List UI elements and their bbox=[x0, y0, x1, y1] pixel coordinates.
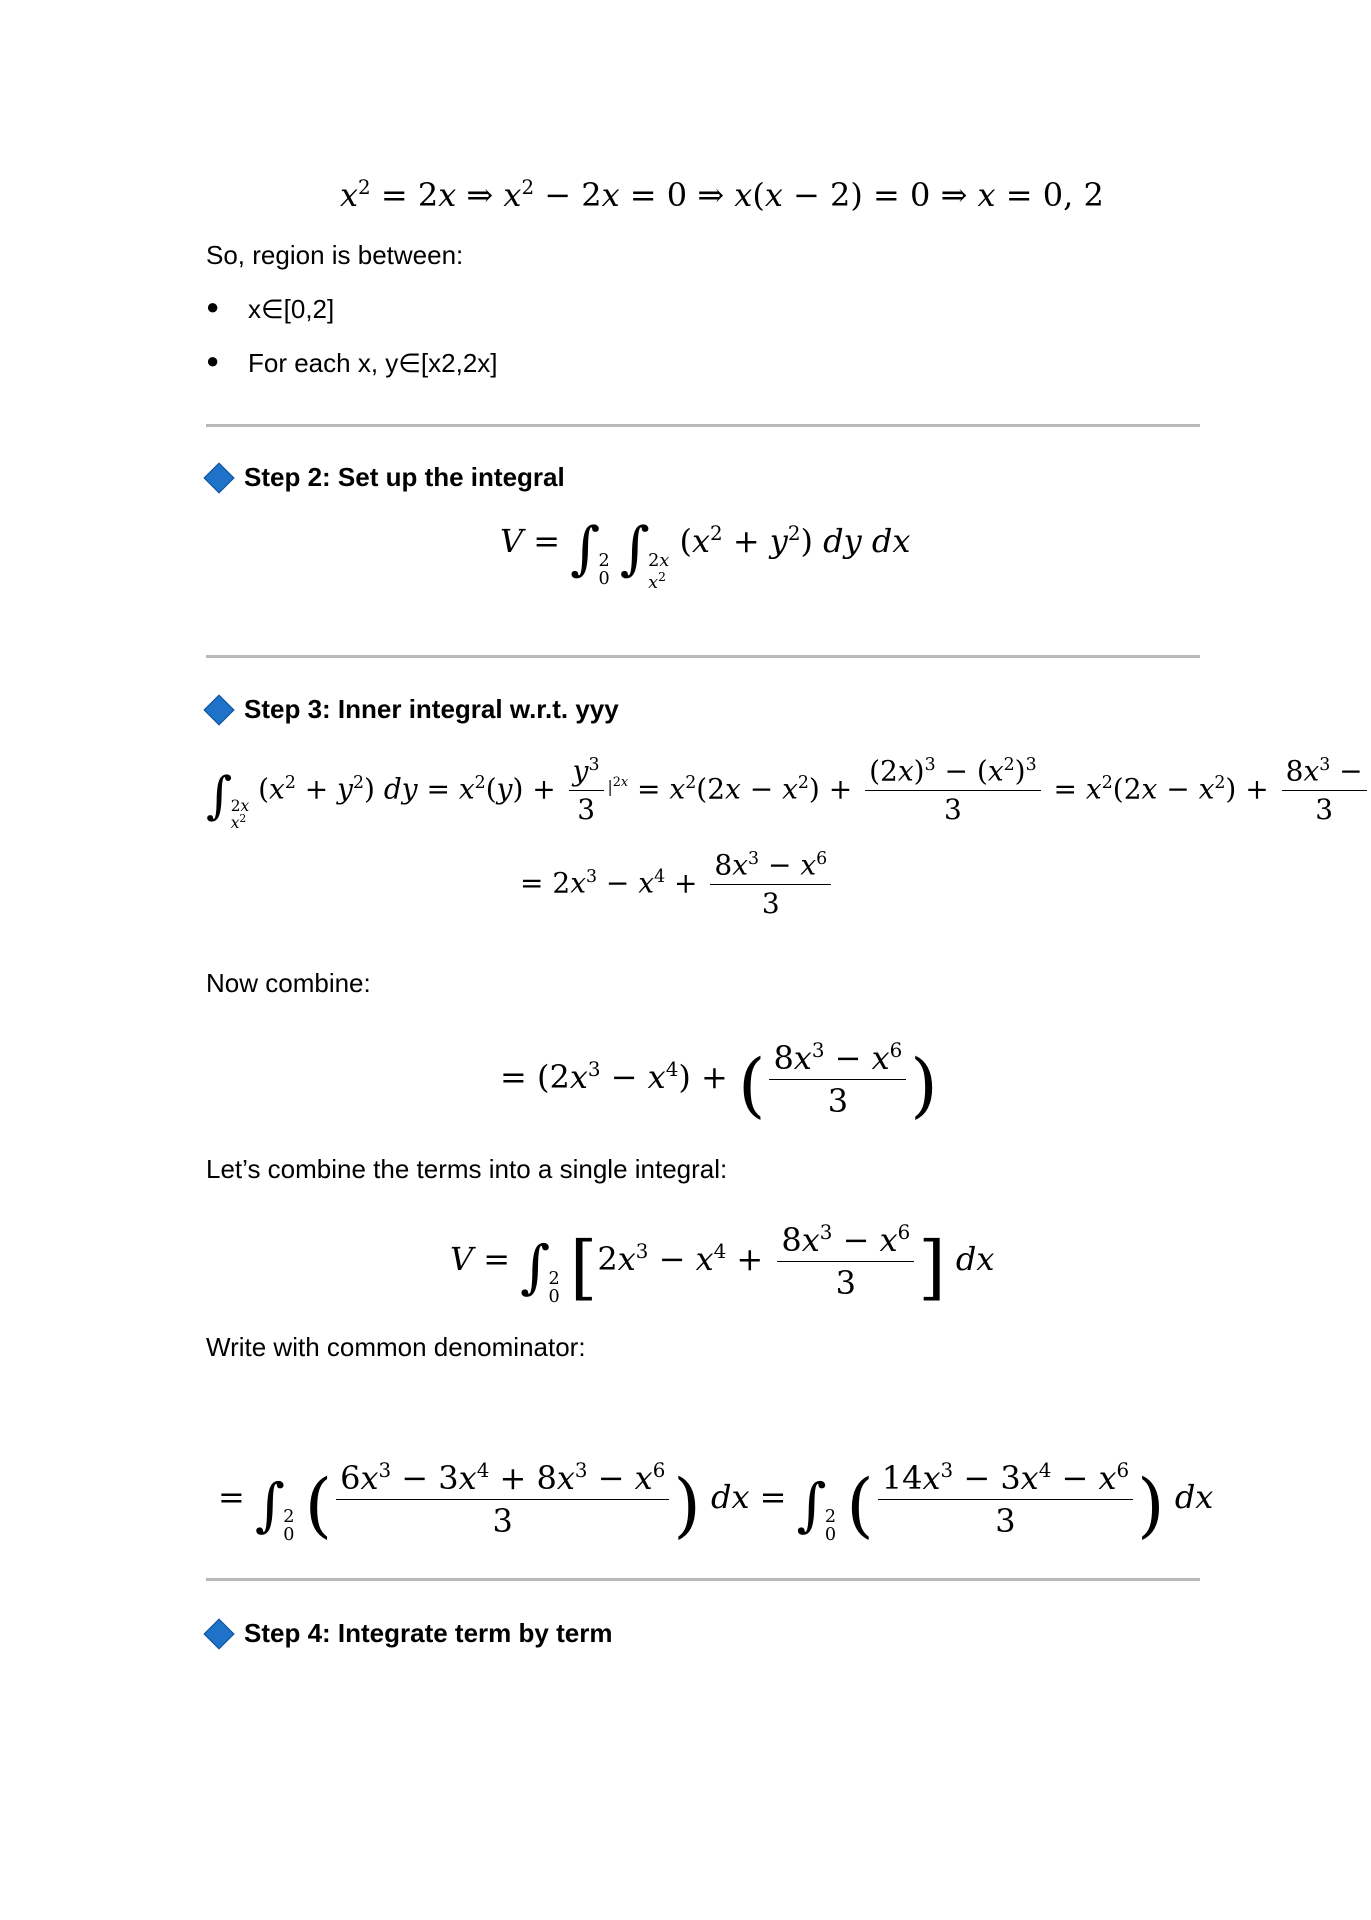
divider bbox=[206, 1578, 1200, 1581]
roots-equation: $x^2 = 2x$ ⇒ $x^2 - 2x = 0$ ⇒ x(x − 2) = 0 ⇒ x = 0, 2 bbox=[340, 175, 1104, 214]
now-combine-text: Now combine: bbox=[206, 968, 371, 998]
diamond-icon bbox=[203, 694, 234, 725]
combined-expression: = $(2x^3 - x^4)$ + ( $\frac{8x^3 - x^6}{3}$ ) bbox=[500, 1038, 938, 1127]
common-denominator-equation: = ∫ 2 0 ( $\frac{6x^3 - 3x^4 + 8x^3 - x^6}{3}$ ) dx = ∫ 2 0 ( $\frac{14x^3 - 3x^4 - x^6}{3}$ ) dx bbox=[218, 1458, 1214, 1547]
divider bbox=[206, 424, 1200, 427]
volume-integral: V = ∫ 2 0 ∫ 2x $x^2$ $(x^2 + y^2)$ dy dx bbox=[500, 515, 911, 593]
common-denominator-text: Write with common denominator: bbox=[206, 1332, 586, 1362]
inner-integral-equation: ∫ 2x $x^2$ $(x^2 + y^2)$ dy = $x^2(y)$ + $\frac{y^3}{3}$ $^{|^{2x}} = x^2(2x - x^2)$ + $\frac{(2x)^3 - (x^2)^3}{3}$ = $x^2(2x - x^2)$ + $\frac{8x^3 -}{3}$ bbox=[206, 756, 1371, 830]
inner-integral-result: = $2x^3 - x^4$ + $\frac{8x^3 - x^6}{3}$ bbox=[520, 850, 835, 920]
diamond-icon bbox=[203, 1618, 234, 1649]
lets-combine-text: Let’s combine the terms into a single integral: bbox=[206, 1154, 728, 1184]
step-heading: Step 2: Set up the integral bbox=[208, 462, 565, 493]
divider bbox=[206, 655, 1200, 658]
document-page: $x^2 = 2x$ ⇒ $x^2 - 2x = 0$ ⇒ x(x − 2) = 0 ⇒ x = 0, 2 So, region is between: ● x∈[0,2] ● For each x, y∈[x2,2x] Step 2: Set up the integral V = ∫ 2 0 ∫ 2x $x^2$ $(x^2 + y^2)$ dy dx Step 3: Inner integral w.r.t. yyy ∫ 2x $x^2$ $(x^2 + y^2)$ dy = $x^2(y)$ + $\frac{y^3}{3}$ $^{|^{2x}} = x^2(2x - x^2)$ + $\frac{(2x)^3 - (x^2)^3}{3}$ = $x^2(2x - x^2)$ + $\frac{8x^3 -}{3}$ = $2x^3 - x^4$ + $\frac{8x^3 - x^6}{3}$ Now combine: = $(2x^3 - x^4)$ + ( $\frac{8x^3 - x^6}{3}$ ) Let’s combine the terms into a single integral: V = ∫ 2 0 [$2x^3 - x^4$ + $\frac{8x^3 - x^6}{3}$ ] dx Write with common denominator: = ∫ 2 0 ( $\frac{6x^3 - 3x^4 + 8x^3 - x^6}{3}$ ) dx = ∫ 2 0 ( $\frac{14x^3 - 3x^4 - x^6}{3}$ ) dx Step 4: Integrate term by term bbox=[0, 0, 1358, 1920]
step-heading: Step 4: Integrate term by term bbox=[208, 1618, 612, 1649]
region-intro: So, region is between: bbox=[206, 240, 464, 270]
diamond-icon bbox=[203, 462, 234, 493]
step-heading: Step 3: Inner integral w.r.t. yyy bbox=[208, 694, 619, 725]
single-integral: V = ∫ 2 0 [$2x^3 - x^4$ + $\frac{8x^3 - x^6}{3}$ ] dx bbox=[450, 1220, 995, 1309]
